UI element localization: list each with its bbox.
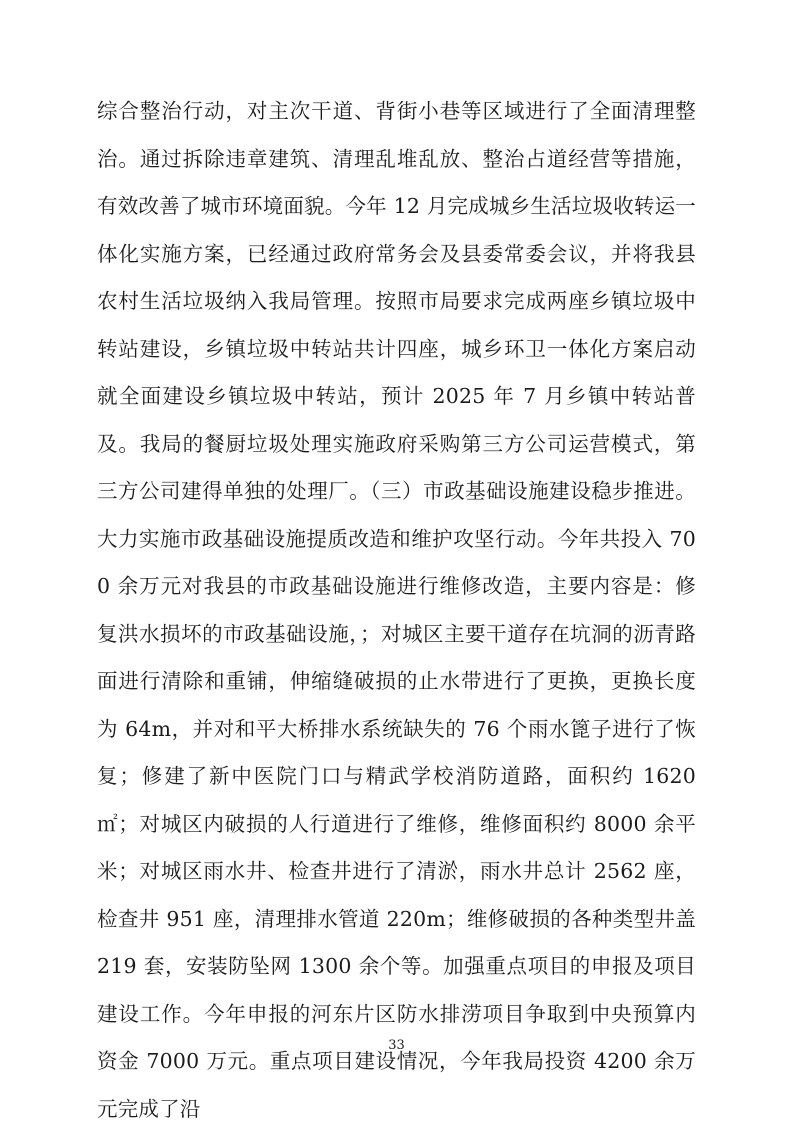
page-number: 33 [388,1038,405,1053]
body-paragraph: 综合整治行动，对主次干道、背街小巷等区域进行了全面清理整治。通过拆除违章建筑、清理乱堆乱放、整治占道经营等措施，有效改善了城市环境面貌。今年 12 月完成城乡生活垃圾收转运一体化实施方案，已经通过政府常务会及县委常委会议，并将我县农村生活垃圾纳入我局管理。按照市局要求完成两座乡镇垃圾中转站建设，乡镇垃圾中转站共计四座，城乡环卫一体化方案启动就全面建设乡镇垃圾中转站，预计 2025 年 7 月乡镇中转站普及。我局的餐厨垃圾处理实施政府采购第三方公司运营模式，第三方公司建得单独的处理厂。（三）市政基础设施建设稳步推进。大力实施市政基础设施提质改造和维护攻坚行动。今年共投入 700 余万元对我县的市政基础设施进行维修改造，主要内容是：修复洪水损坏的市政基础设施，；对城区主要干道存在坑洞的沥青路面进行清除和重铺，伸缩缝破损的止水带进行了更换，更换长度为 64m，并对和平大桥排水系统缺失的 76 个雨水篦子进行了恢复；修建了新中医院门口与精武学校消防道路，面积约 1620 ㎡；对城区内破损的人行道进行了维修，维修面积约 8000 余平米；对城区雨水井、检查井进行了清淤，雨水井总计 2562 座，检查井 951 座，清理排水管道 220m；维修破损的各种类型井盖 219 套，安装防坠网 1300 余个等。加强重点项目的申报及项目建设工作。今年申报的河东片区防水排涝项目争取到中央预算内资金 7000 万元。重点项目建设情况，今年我局投资 4200 余万元完成了沿 [97,99,696,1121]
document-body [97,88,696,1133]
